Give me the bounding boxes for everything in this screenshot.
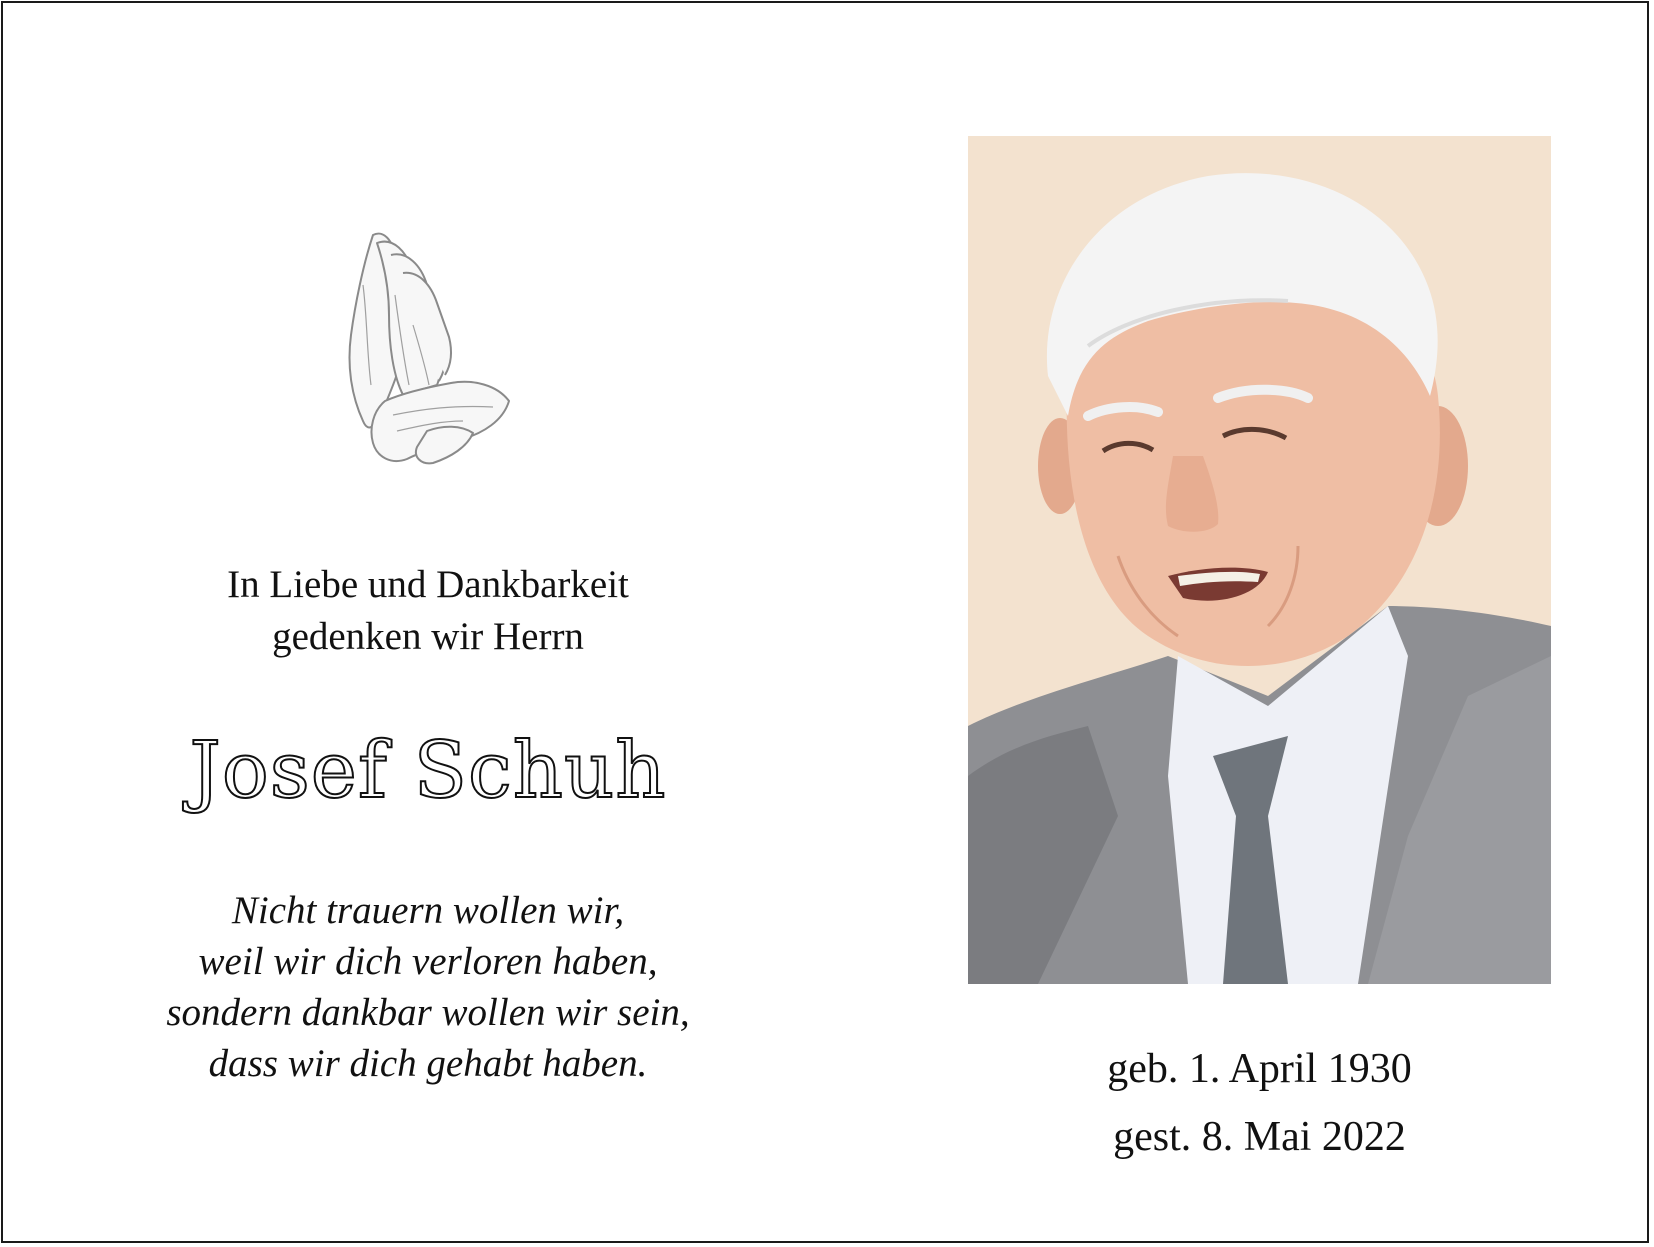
intro-line-1: In Liebe und Dankbarkeit: [227, 563, 629, 606]
verse-line-1: Nicht trauern wollen wir,: [231, 889, 625, 932]
verse-line-4: dass wir dich gehabt haben.: [208, 1042, 648, 1085]
death-date: gest. 8. Mai 2022: [1113, 1114, 1406, 1160]
praying-hands-icon: [333, 225, 523, 475]
deceased-name: Josef Schuh: [189, 726, 667, 816]
verse-line-2: weil wir dich verloren haben,: [198, 940, 658, 983]
life-dates: [968, 1035, 1551, 1171]
memorial-verse: [63, 885, 793, 1089]
intro-line-2: gedenken wir Herrn: [272, 615, 584, 658]
verse-line-3: sondern dankbar wollen wir sein,: [166, 991, 690, 1034]
portrait-photo: [968, 136, 1551, 984]
birth-date: geb. 1. April 1930: [1107, 1046, 1412, 1092]
intro-text: [63, 559, 793, 663]
memorial-card: [1, 1, 1649, 1243]
